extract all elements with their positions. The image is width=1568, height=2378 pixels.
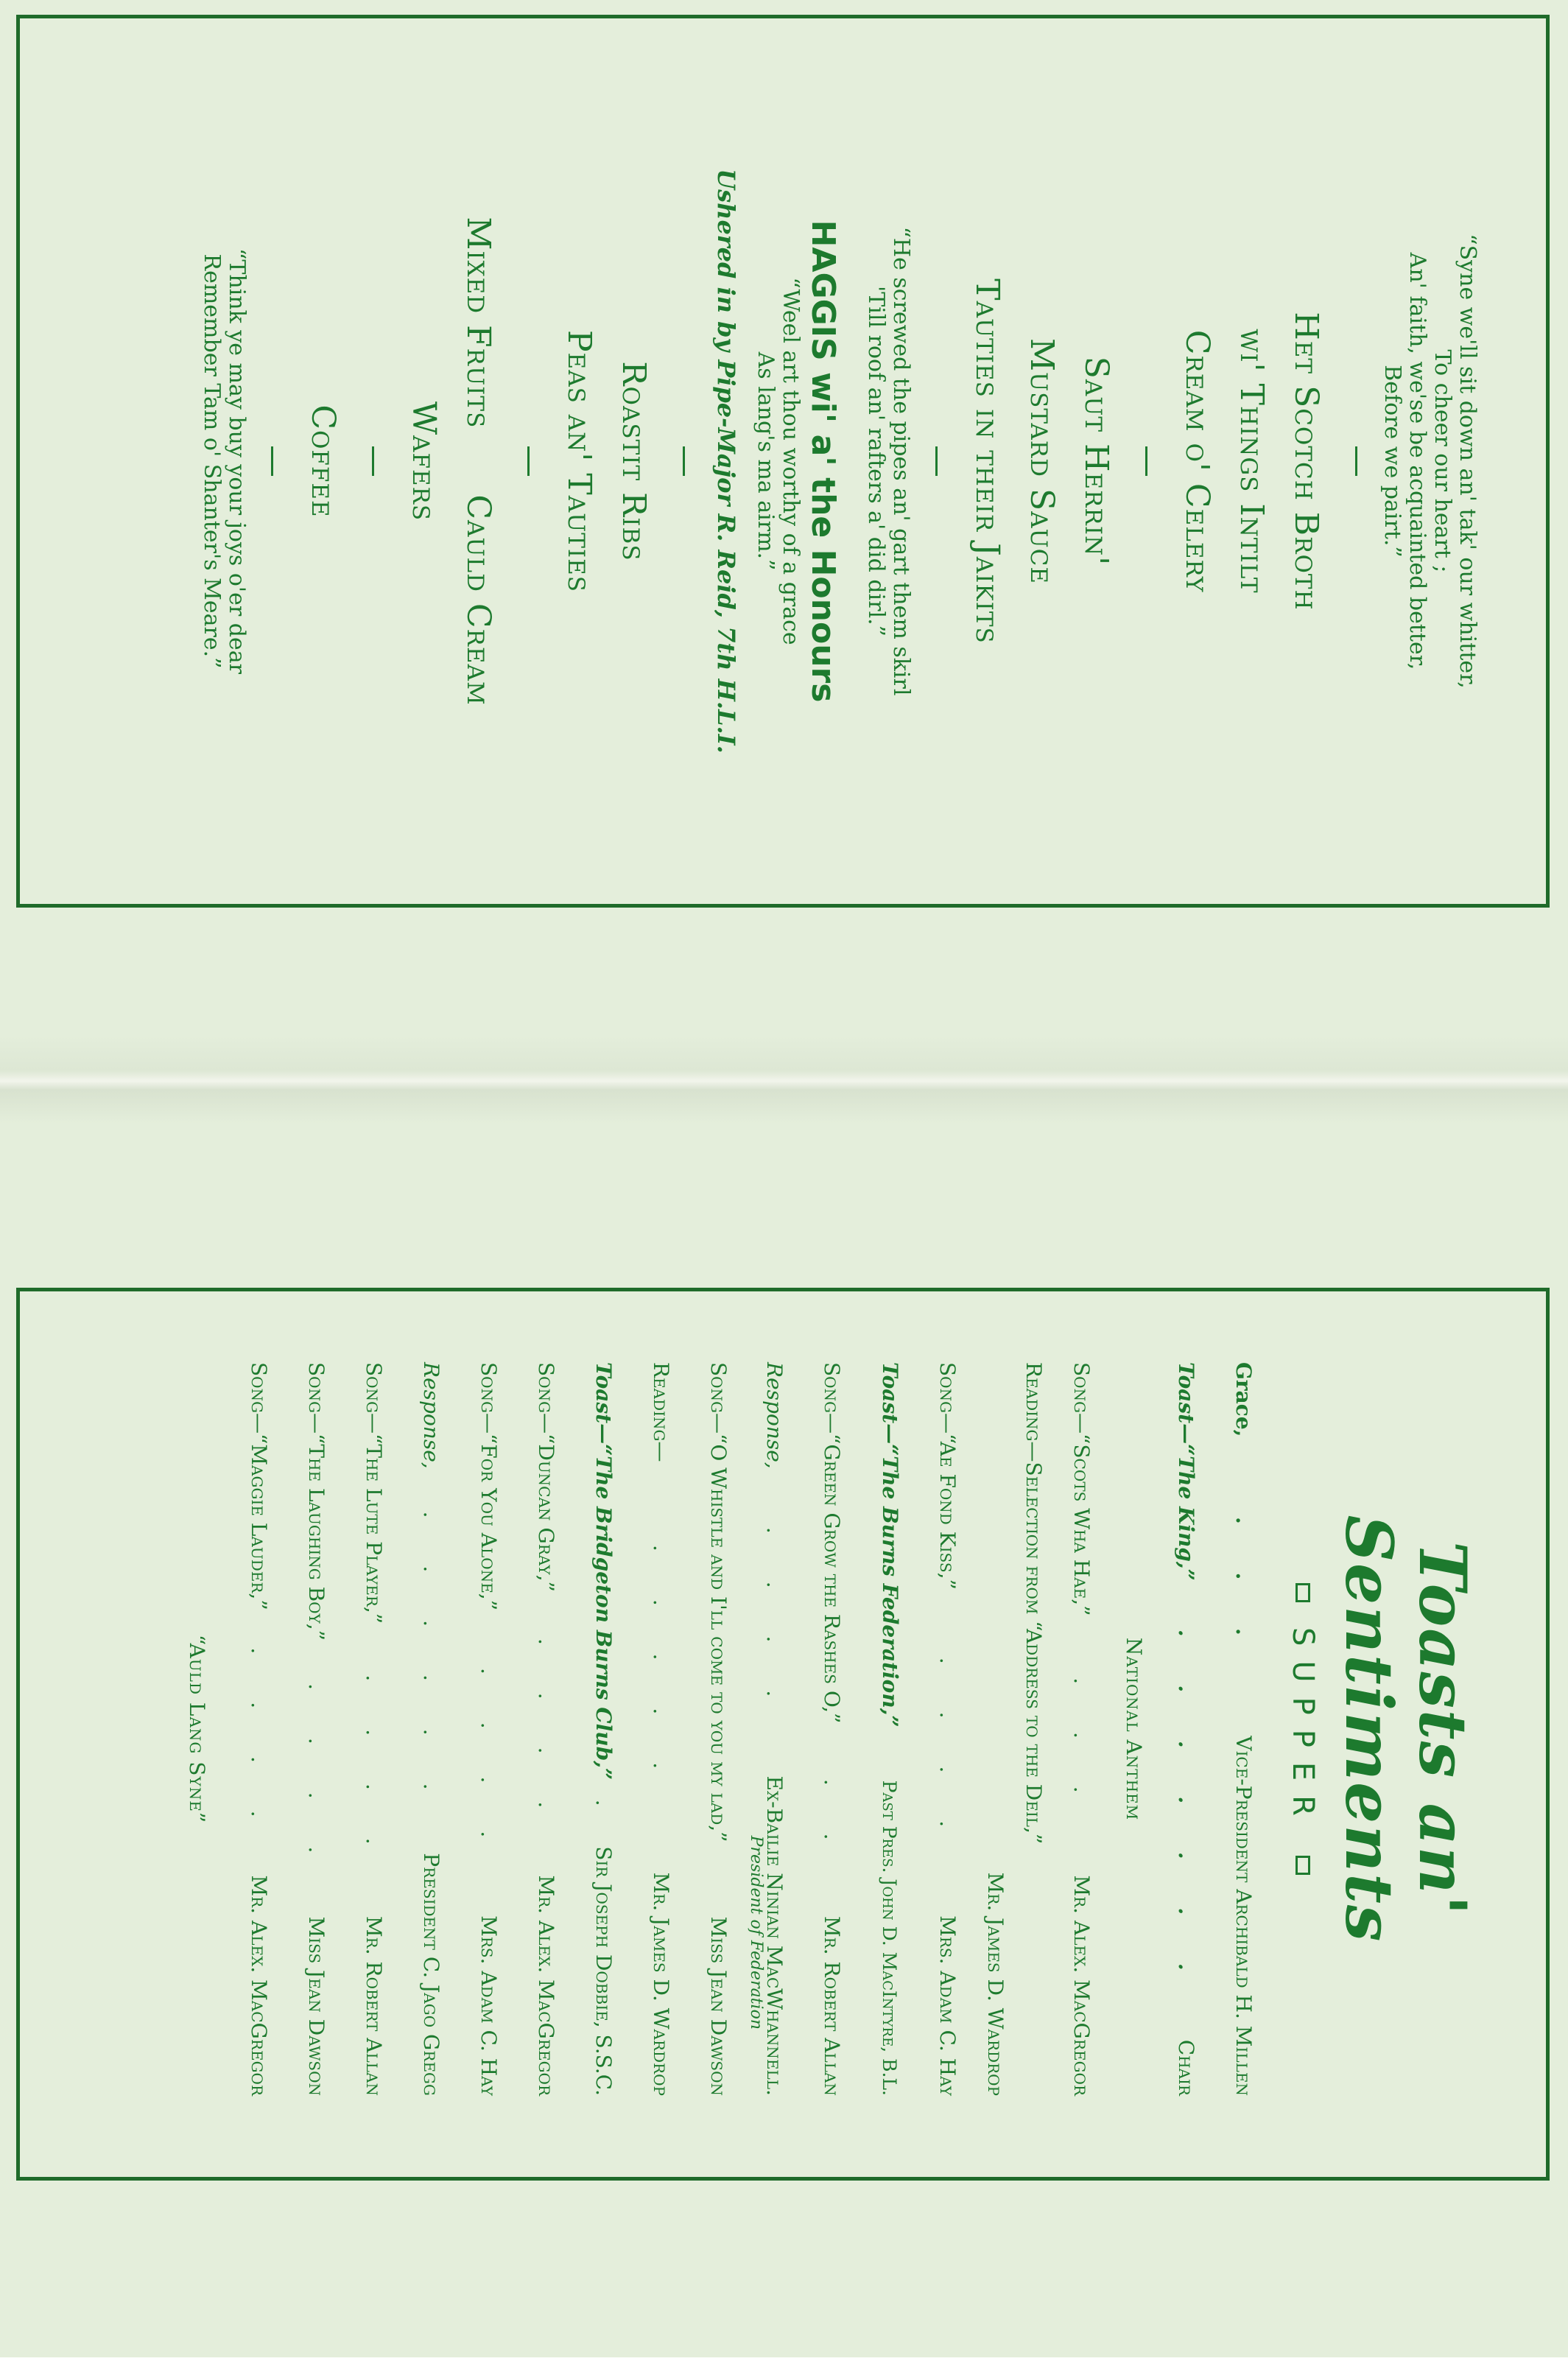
- row-performer: Ex-Bailie Ninian MacWhannell.: [762, 1775, 787, 2096]
- row-item: Song—“The Laughing Boy,”: [304, 1362, 328, 1641]
- row-performer: Chair: [1174, 2039, 1198, 2096]
- menu-item: Het Scotch Broth: [1287, 312, 1325, 611]
- row-item: Song—“O Whistle and I'll come to you my lad,”: [706, 1362, 731, 1842]
- menu-item: Cream o' Celery: [1178, 329, 1216, 593]
- row-performer: Miss Jean Dawson: [706, 1916, 731, 2096]
- menu-item: wi' Things Intilt: [1233, 329, 1270, 594]
- quote-line: “Weel art thou worthy of a grace: [778, 277, 804, 645]
- row-item: Reading—Selection from “Address to the Deil,”: [1022, 1362, 1046, 1845]
- quote-line: As lang's ma airm.”: [753, 351, 778, 571]
- row-item: Toast—“The King,”: [1174, 1362, 1198, 1581]
- menu-item: Wafers: [405, 401, 443, 522]
- row-item: Response,: [762, 1362, 787, 1469]
- programme-row: [574, 1362, 632, 2096]
- row-performer: Sir Joseph Dobbie, S.S.C.: [591, 1846, 616, 2096]
- national-anthem: National Anthem: [1122, 1637, 1146, 1821]
- haggis-quote: [753, 18, 803, 904]
- row-item: Song—“Maggie Lauder,”: [247, 1362, 271, 1610]
- quote-line: Before we pairt.”: [1379, 365, 1405, 558]
- programme-row: [1052, 1362, 1110, 2096]
- programme-row: [976, 1362, 1014, 2096]
- haggis-title: HAGGIS wi' a' the Honours: [804, 220, 842, 703]
- pipes-quote: [863, 18, 913, 904]
- course-soup: [1170, 18, 1333, 904]
- row-item: Song—“Duncan Gray,”: [534, 1362, 558, 1592]
- menu-item: Mustard Sauce: [1023, 338, 1061, 584]
- leader-dots: . . . .: [304, 1683, 328, 1874]
- ornament-box-icon: [1295, 1856, 1310, 1875]
- page-title: Toasts an' Sentiments: [1331, 1515, 1481, 1943]
- programme-row: [632, 1362, 689, 2096]
- opening-quote: [1379, 18, 1480, 904]
- fold-crease: [0, 1035, 1568, 1123]
- toasts-panel: [16, 1288, 1550, 2181]
- programme-row: [230, 1362, 287, 2096]
- programme-row: [689, 1362, 747, 2096]
- menu-item: Cauld Cream: [460, 494, 497, 706]
- row-performer: Mrs. Adam C. Hay: [477, 1915, 501, 2096]
- row-performer: Miss Jean Dawson: [304, 1916, 328, 2096]
- quote-line: “He screwed the pipes an' gart them skirl: [888, 226, 914, 696]
- menu-item-coffee: Coffee: [304, 404, 342, 518]
- leader-dots: .: [591, 1799, 616, 1827]
- programme-row: [287, 1362, 345, 2096]
- course-meat: [552, 18, 661, 904]
- row-item: Song—“The Lute Player,”: [362, 1362, 386, 1624]
- row-item: Grace,: [1231, 1362, 1256, 1437]
- row-performer: Mrs. Adam C. Hay: [935, 1915, 960, 2096]
- programme-row: [1157, 1362, 1214, 2096]
- menu-panel: [16, 15, 1550, 908]
- menu-item: Peas an' Tauties: [560, 329, 598, 593]
- programme-row: [1014, 1362, 1052, 2096]
- quote-line: Remember Tam o' Shanter's Meare.”: [199, 253, 225, 669]
- leader-dots: . . . .: [247, 1647, 271, 1838]
- programme-row: [517, 1362, 574, 2096]
- row-performer: Vice-President Archibald H. Millen: [1231, 1736, 1256, 2096]
- closing-song: “Auld Lang Syne”: [185, 1634, 209, 1824]
- programme-row: [803, 1362, 860, 2096]
- quote-line: An' faith, we'se be acquainted better,: [1404, 252, 1430, 670]
- divider: [683, 446, 685, 476]
- toasts-content: [20, 1291, 1546, 2177]
- menu-item: Roastit Ribs: [615, 361, 653, 561]
- leader-dots: . . . . . . .: [1174, 1629, 1198, 1991]
- course-fish: [960, 18, 1123, 904]
- supper-label: SUPPER: [1286, 1627, 1320, 1831]
- menu-item: Saut Herrin': [1077, 356, 1115, 567]
- divider: [1355, 446, 1357, 476]
- quote-line: 'Till roof an' rafters a' did dirl.”: [863, 286, 889, 636]
- programme-row: [460, 1362, 517, 2096]
- row-performer: Mr. Alex. MacGregor: [1069, 1875, 1094, 2096]
- row-performer: Mr. Alex. MacGregor: [247, 1875, 271, 2096]
- divider: [1145, 446, 1147, 476]
- row-performer: Mr. James D. Wardrop: [649, 1872, 673, 2096]
- divider: [527, 446, 530, 476]
- row-item: Song—“Scots Wha Hae,”: [1069, 1362, 1094, 1616]
- ornament-box-icon: [1295, 1583, 1310, 1602]
- programme-row: [345, 1362, 402, 2096]
- row-item: Song—“For You Alone,”: [477, 1362, 501, 1611]
- row-item: Song—“Green Grow the Rashes O,”: [820, 1362, 844, 1724]
- leader-dots: . . .: [1231, 1516, 1256, 1656]
- quote-line: To cheer our heart ;: [1430, 349, 1455, 573]
- quote-line: “Syne we'll sit down an' tak' our whitter,: [1455, 234, 1480, 689]
- row-performer: Mr. Alex. MacGregor: [534, 1875, 558, 2096]
- leader-dots: . . . .: [935, 1657, 960, 1848]
- divider: [935, 446, 938, 476]
- ushered-line: Ushered in by Pipe-Major R. Reid, 7th H.L.I.: [712, 169, 740, 754]
- row-performer: Mr. Robert Allan: [820, 1916, 844, 2096]
- programme-row: [860, 1362, 918, 2096]
- federation-note: President of Federation: [747, 1835, 765, 2030]
- leader-dots: . . . . .: [649, 1545, 673, 1790]
- row-item: Toast—“The Burns Federation,”: [878, 1362, 902, 1728]
- programme-row: [918, 1362, 976, 2096]
- row-item: Reading—: [649, 1362, 673, 1462]
- row-item: Song—“Ae Fond Kiss,”: [935, 1362, 960, 1590]
- row-performer: President C. Jago Gregg: [419, 1853, 443, 2096]
- row-performer: Mr. James D. Wardrop: [983, 1872, 1008, 2096]
- leader-dots: . . .: [1069, 1677, 1094, 1814]
- divider: [372, 446, 374, 476]
- leader-dots: . . . . . .: [419, 1511, 443, 1811]
- programme-row: [402, 1362, 460, 2096]
- row-item: Toast—“The Bridgeton Burns Club,”: [591, 1362, 616, 1781]
- closing-quote: [199, 18, 249, 904]
- course-dessert: [451, 18, 505, 904]
- supper-heading: [1287, 1362, 1319, 2096]
- divider: [271, 446, 273, 476]
- quote-line: “Think ye may buy your joys o'er dear: [224, 248, 250, 674]
- row-performer: Past Pres. John D. MacIntyre, B.L.: [879, 1780, 900, 2096]
- row-performer: Mr. Robert Allan: [362, 1916, 386, 2096]
- leader-dots: . . . .: [477, 1667, 501, 1859]
- leader-dots: . . . .: [762, 1526, 787, 1718]
- row-item: Response,: [419, 1362, 443, 1469]
- programme-row: [1214, 1362, 1272, 2096]
- menu-item: Mixed Fruits: [460, 217, 497, 429]
- menu-item: Tauties in their Jaikits: [968, 278, 1006, 644]
- leader-dots: . .: [820, 1778, 844, 1861]
- leader-dots: . . . .: [362, 1674, 386, 1865]
- page-edge: [0, 2357, 1568, 2378]
- leader-dots: . . . .: [534, 1638, 558, 1829]
- menu-content: [20, 18, 1546, 904]
